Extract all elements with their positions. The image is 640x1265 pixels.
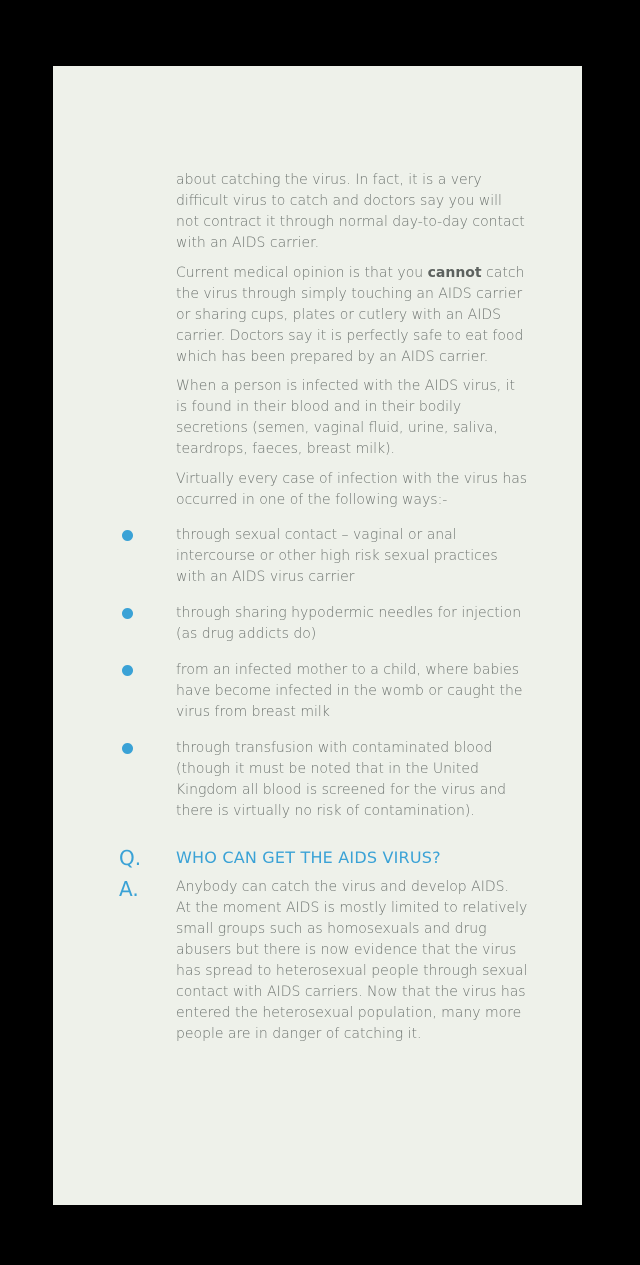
list-item <box>176 603 528 645</box>
list-item-text: from an infected mother to a child, where babies have become infected in the womb or caught the virus from breast milk <box>176 662 523 720</box>
paragraph-text: Virtually every case of infection with the virus has occurred in one of the following ways:- <box>176 471 528 508</box>
question-heading: WHO CAN GET THE AIDS VIRUS? <box>176 848 441 867</box>
list-item <box>176 660 528 723</box>
paragraph-virus-difficult <box>176 170 528 254</box>
answer-paragraph <box>176 877 528 1045</box>
bullet-dot-icon <box>122 608 133 619</box>
answer-marker: A. <box>119 877 139 901</box>
question-marker: Q. <box>119 846 142 870</box>
list-item-text: through transfusion with contaminated blood (though it must be noted that in the United Kingdom all blood is screened for the virus and there is virtually no risk of contamination). <box>176 740 507 819</box>
paragraph-text-start: Current medical opinion is that you <box>176 265 428 281</box>
list-item-text: through sexual contact – vaginal or anal intercourse or other high risk sexual practices with an AIDS virus carrier <box>176 527 498 585</box>
paragraph-text: about catching the virus. In fact, it is a very difficult virus to catch and doctors say you will not contract it through normal day-to-day contact with an AIDS carrier. <box>176 172 525 251</box>
bullet-dot-icon <box>122 530 133 541</box>
answer-text: Anybody can catch the virus and develop AIDS. At the moment AIDS is mostly limited to relatively small groups such as homosexuals and drug abusers but there is now evidence that the virus has spread to heterosexual people through sexual contact with AIDS carriers. Now that the virus has entered the heterosexual population, many more people are in danger of catching it. <box>176 879 528 1042</box>
leaflet-page <box>53 66 582 1205</box>
bullet-dot-icon <box>122 743 133 754</box>
list-item-text: through sharing hypodermic needles for injection (as drug addicts do) <box>176 605 522 642</box>
paragraph-bodily-secretions <box>176 376 528 460</box>
paragraph-ways-intro <box>176 469 528 511</box>
paragraph-text-end: catch the virus through simply touching an AIDS carrier or sharing cups, plates or cutlery with an AIDS carrier. Doctors say it is perfectly safe to eat food which has been prepared by an AIDS carrier. <box>176 265 525 365</box>
list-item <box>176 525 528 588</box>
list-item <box>176 738 528 822</box>
emphasis-cannot: cannot <box>427 265 482 281</box>
paragraph-medical-opinion <box>176 263 528 368</box>
paragraph-text: When a person is infected with the AIDS virus, it is found in their blood and in their bodily secretions (semen, vaginal fluid, urine, saliva, teardrops, faeces, breast milk). <box>176 378 515 457</box>
bullet-dot-icon <box>122 665 133 676</box>
